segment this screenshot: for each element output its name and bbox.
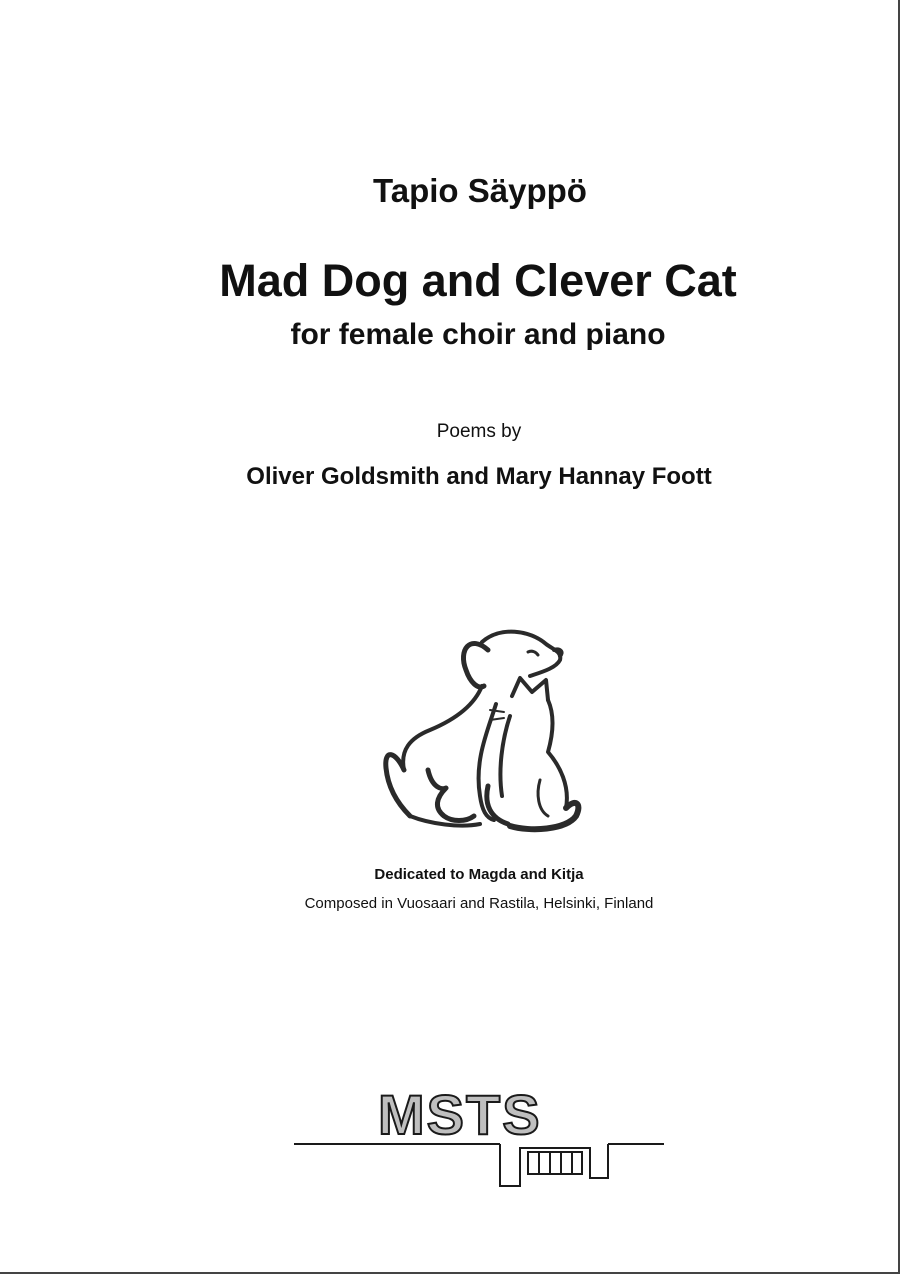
dedication-line: Dedicated to Magda and Kitja	[374, 866, 584, 883]
poets-names: Oliver Goldsmith and Mary Hannay Foott	[246, 463, 712, 490]
msts-logo	[290, 1082, 670, 1192]
dog-and-cat-sketch-icon	[370, 620, 590, 840]
logo-piano-keys	[528, 1152, 582, 1174]
logo-building-outline	[500, 1144, 608, 1186]
cat-outline	[487, 678, 579, 829]
composition-place: Composed in Vuosaari and Rastila, Helsinki, Finland	[304, 895, 654, 912]
dog-outline	[386, 632, 562, 826]
logo-text: MSTS	[378, 1083, 542, 1146]
composer-name: Tapio Säyppö	[373, 172, 587, 209]
poems-by-label: Poems by	[436, 421, 522, 442]
work-subtitle: for female choir and piano	[290, 318, 666, 351]
work-title: Mad Dog and Clever Cat	[219, 255, 737, 306]
